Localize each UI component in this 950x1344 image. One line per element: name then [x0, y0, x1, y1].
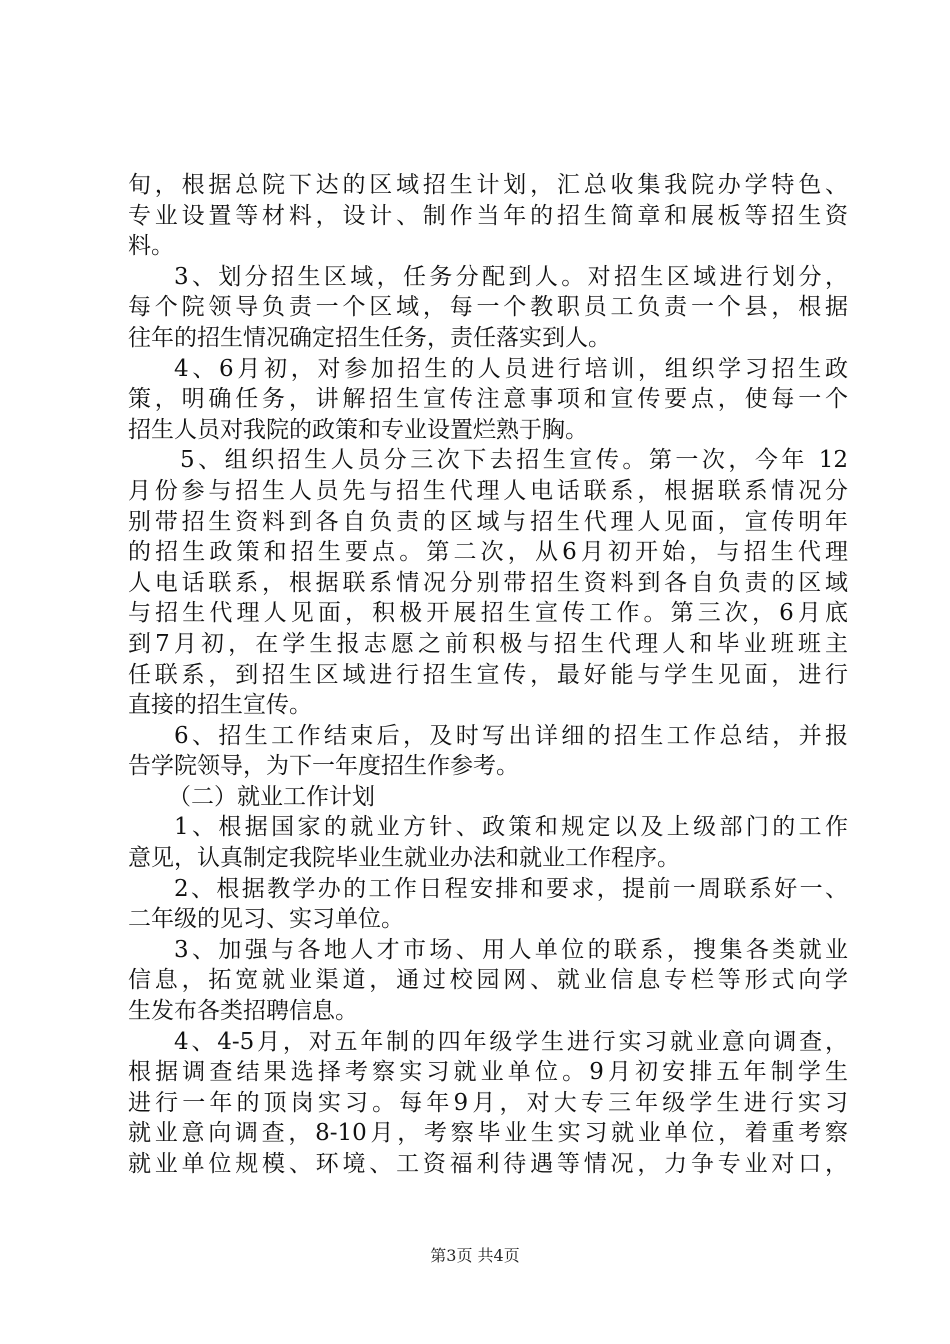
- text-line: 意见，认真制定我院毕业生就业办法和就业工作程序。: [128, 845, 680, 872]
- text-line: （二）就业工作计划: [168, 783, 375, 810]
- text-line: 4、6月初，对参加招生的人员进行培训，组织学习招生政: [174, 355, 848, 382]
- text-line: 生发布各类招聘信息。: [128, 998, 358, 1025]
- text-line: 就业意向调查，8-10月，考察毕业生实习就业单位，着重考察: [128, 1120, 848, 1147]
- text-line: 料。: [128, 233, 174, 260]
- text-line: 往年的招生情况确定招生任务，责任落实到人。: [128, 324, 611, 351]
- text-line: 别带招生资料到各自负责的区域与招生代理人见面，宣传明年: [128, 508, 848, 535]
- text-line: 直接的招生宣传。: [128, 692, 312, 719]
- text-line: 到7月初，在学生报志愿之前积极与招生代理人和毕业班班主: [128, 630, 848, 657]
- text-line: 招生人员对我院的政策和专业设置烂熟于胸。: [128, 416, 588, 443]
- text-line: 每个院领导负责一个区域，每一个教职员工负责一个县，根据: [128, 294, 848, 321]
- page-footer: 第3页 共4页: [430, 1246, 520, 1265]
- text-line: 二年级的见习、实习单位。: [128, 906, 404, 933]
- text-line: 3、加强与各地人才市场、用人单位的联系，搜集各类就业: [174, 936, 848, 963]
- text-line: 人电话联系，根据联系情况分别带招生资料到各自负责的区域: [128, 569, 848, 596]
- text-line: 专业设置等材料，设计、制作当年的招生简章和展板等招生资: [128, 202, 848, 229]
- text-line: 2、根据教学办的工作日程安排和要求，提前一周联系好一、: [174, 875, 848, 902]
- text-line: 6、招生工作结束后，及时写出详细的招生工作总结，并报: [174, 722, 848, 749]
- text-line: 的招生政策和招生要点。第二次，从6月初开始，与招生代理: [128, 539, 848, 566]
- text-line: 与招生代理人见面，积极开展招生宣传工作。第三次，6月底: [128, 600, 848, 627]
- text-line: 5、组织招生人员分三次下去招生宣传。第一次，今年 12: [180, 447, 848, 474]
- text-line: 根据调查结果选择考察实习就业单位。9月初安排五年制学生: [128, 1059, 848, 1086]
- text-line: 旬，根据总院下达的区域招生计划，汇总收集我院办学特色、: [128, 172, 848, 198]
- text-line: 月份参与招生人员先与招生代理人电话联系，根据联系情况分: [128, 477, 848, 504]
- document-body: [128, 170, 848, 1180]
- text-line: 就业单位规模、环境、工资福利待遇等情况，力争专业对口，: [128, 1151, 848, 1177]
- text-line: 任联系，到招生区域进行招生宣传，最好能与学生见面，进行: [128, 661, 848, 688]
- text-line: 告学院领导，为下一年度招生作参考。: [128, 753, 519, 780]
- text-line: 策，明确任务，讲解招生宣传注意事项和宣传要点，使每一个: [128, 386, 848, 413]
- text-line: 进行一年的顶岗实习。每年9月，对大专三年级学生进行实习: [128, 1089, 848, 1116]
- text-line: 1、根据国家的就业方针、政策和规定以及上级部门的工作: [174, 814, 848, 841]
- text-line: 4、4-5月，对五年制的四年级学生进行实习就业意向调查，: [174, 1028, 848, 1055]
- text-line: 信息，拓宽就业渠道，通过校园网、就业信息专栏等形式向学: [128, 967, 848, 994]
- text-line: 3、划分招生区域，任务分配到人。对招生区域进行划分，: [174, 263, 848, 290]
